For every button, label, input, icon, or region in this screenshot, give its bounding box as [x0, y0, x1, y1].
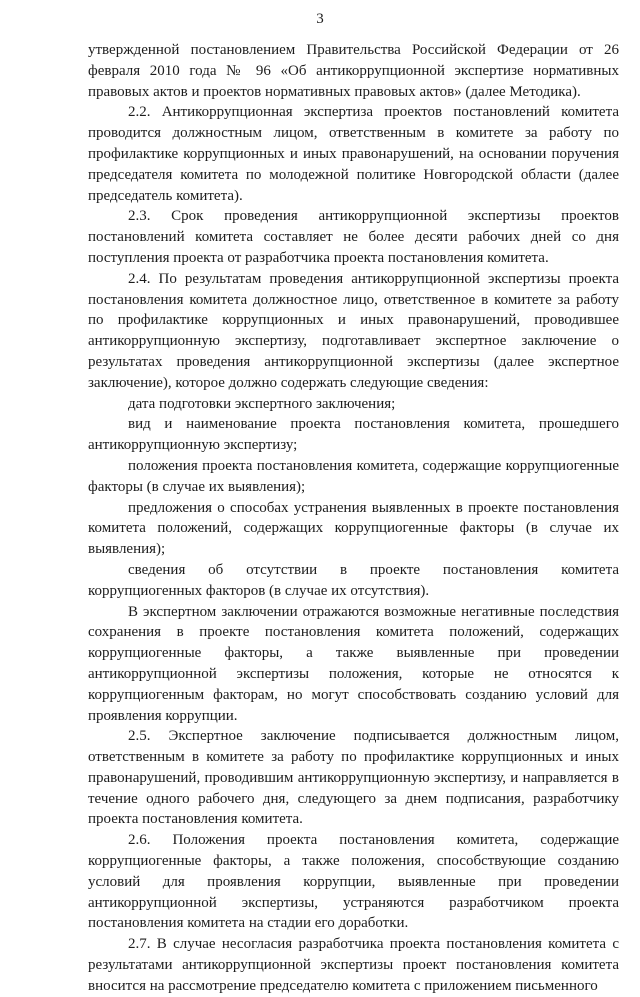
paragraph: 2.2. Антикоррупционная экспертиза проектов постановлений комитета проводится должностным лицом, ответственным в комитете за работу по профилактике коррупционных и иных правонарушений, на основании поручения председателя комитета по молодежной политике Новгородской области (далее председатель комитета). [88, 104, 619, 204]
page-number: 3 [316, 11, 324, 27]
document-body [88, 40, 619, 997]
paragraph: 2.4. По результатам проведения антикоррупционной экспертизы проекта постановления комитета должностное лицо, ответственное в комитете за работу по профилактике коррупционных и иных правонарушений, проводившее антикоррупционную экспертизу, подготавливает экспертное заключение о результатах проведения антикоррупционной экспертизы (далее экспертное заключение), которое должно содержать следующие сведения: [88, 270, 619, 391]
paragraph: дата подготовки экспертного заключения; [128, 395, 396, 412]
paragraph: 2.6. Положения проекта постановления комитета, содержащие коррупциогенные факторы, а также положения, способствующие созданию условий для проявления коррупции, выявленные при проведении антикоррупционной экспертизы, устраняются разработчиком проекта постановления комитета на стадии его доработки. [88, 832, 619, 932]
paragraph: вид и наименование проекта постановления комитета, прошедшего антикоррупционную экспертизу; [88, 416, 619, 454]
paragraph: положения проекта постановления комитета, содержащие коррупциогенные факторы (в случае их выявления); [88, 457, 619, 495]
paragraph: 2.3. Срок проведения антикоррупционной экспертизы проектов постановлений комитета составляет не более десяти рабочих дней со дня поступления проекта от разработчика проекта постановления комитета. [88, 208, 619, 266]
paragraph: 2.5. Экспертное заключение подписывается должностным лицом, ответственным в комитете за работу по профилактике коррупционных и иных правонарушений, проводившим антикоррупционную экспертизу, и направляется в течение одного рабочего дня, следующего за днем подписания, разработчику проекта постановления комитета. [88, 728, 619, 828]
paragraph: утвержденной постановлением Правительства Российской Федерации от 26 февраля 2010 года № 96 «Об антикоррупционной экспертизе нормативных правовых актов и проектов нормативных правовых актов» (далее Методика). [88, 42, 619, 100]
paragraph: 2.7. В случае несогласия разработчика проекта постановления комитета с результатами антикоррупционной экспертизы проект постановления комитета вносится на рассмотрение председателю комитета с приложением письменного [88, 936, 619, 994]
paragraph: предложения о способах устранения выявленных в проекте постановления комитета положений, содержащих коррупциогенные факторы (в случае их выявления); [88, 499, 619, 558]
paragraph: сведения об отсутствии в проекте постановления комитета коррупциогенных факторов (в случае их отсутствия). [88, 561, 619, 599]
paragraph: В экспертном заключении отражаются возможные негативные последствия сохранения в проекте постановления комитета положений, содержащих коррупциогенные факторы, а также выявленные при проведении антикоррупционной экспертизы положения, которые не относятся к коррупциогенным факторам, но могут способствовать созданию условий для проявления коррупции. [88, 603, 619, 724]
